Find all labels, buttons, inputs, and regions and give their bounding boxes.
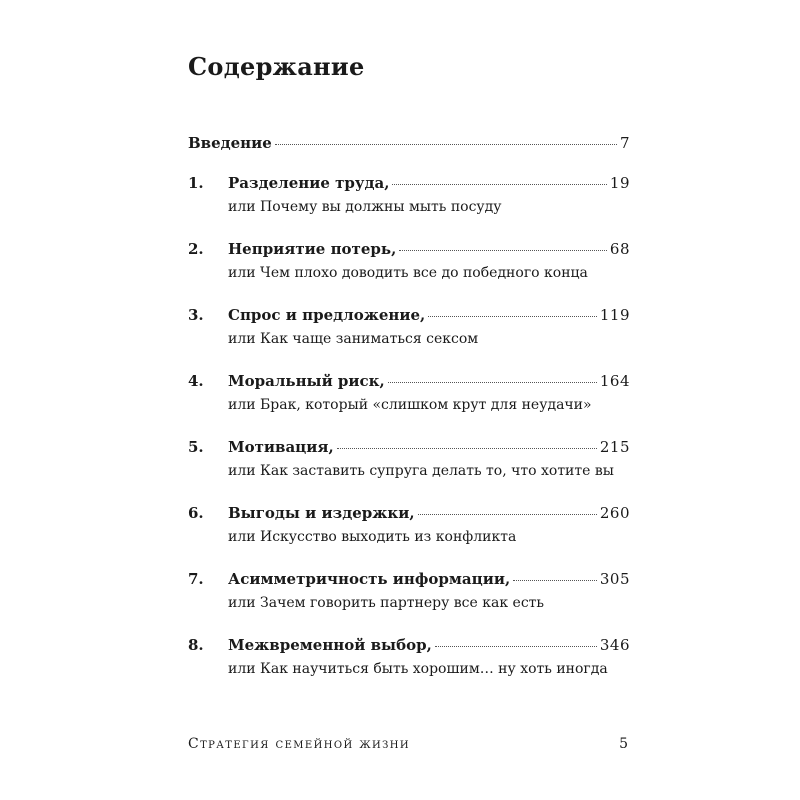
dot-leader	[418, 514, 597, 515]
toc-entry-line	[188, 370, 630, 392]
chapter-number: 4.	[188, 372, 204, 390]
toc-entry-chapter-2[interactable]	[188, 238, 630, 284]
chapter-subtitle: или Чем плохо доводить все до победного конца	[228, 265, 588, 281]
dot-leader	[513, 580, 597, 581]
chapter-title: Выгоды и издержки,	[228, 504, 415, 522]
toc-entry-chapter-8[interactable]	[188, 634, 630, 680]
toc-entry-line	[188, 568, 630, 590]
toc-entry-line	[188, 238, 630, 260]
chapter-subtitle: или Зачем говорить партнеру все как есть	[228, 595, 545, 611]
dot-leader	[388, 382, 597, 383]
running-footer-title: Стратегия семейной жизни	[188, 736, 411, 752]
toc-entry-line	[188, 502, 630, 524]
chapter-subtitle: или Как заставить супруга делать то, что хотите вы	[228, 463, 614, 479]
toc-entry-chapter-4[interactable]	[188, 370, 630, 416]
toc-entry-chapter-5[interactable]	[188, 436, 630, 482]
toc-entry-title: Введение	[188, 134, 272, 152]
dot-leader	[399, 250, 607, 251]
toc-entry-line	[188, 304, 630, 326]
chapter-title: Межвременной выбор,	[228, 636, 432, 654]
page-title: Содержание	[188, 52, 365, 81]
chapter-subtitle: или Брак, который «слишком крут для неудачи»	[228, 397, 592, 413]
dot-leader	[337, 448, 597, 449]
chapter-page: 68	[609, 240, 630, 258]
toc-entry-chapter-3[interactable]	[188, 304, 630, 350]
chapter-number: 7.	[188, 570, 204, 588]
toc-entry-chapter-7[interactable]	[188, 568, 630, 614]
chapter-subtitle: или Почему вы должны мыть посуду	[228, 199, 502, 215]
chapter-subtitle: или Как чаще заниматься сексом	[228, 331, 479, 347]
dot-leader	[435, 646, 597, 647]
chapter-page: 119	[599, 306, 630, 324]
chapter-subtitle: или Искусство выходить из конфликта	[228, 529, 517, 545]
chapter-number: 6.	[188, 504, 204, 522]
chapter-page: 215	[599, 438, 630, 456]
chapter-title: Мотивация,	[228, 438, 334, 456]
toc-entry-chapter-6[interactable]	[188, 502, 630, 548]
chapter-page: 305	[599, 570, 630, 588]
chapter-title: Асимметричность информации,	[228, 570, 511, 588]
chapter-number: 2.	[188, 240, 204, 258]
chapter-number: 1.	[188, 174, 204, 192]
chapter-page: 19	[609, 174, 630, 192]
chapter-page: 164	[599, 372, 630, 390]
page-number: 5	[619, 736, 628, 752]
chapter-title: Неприятие потерь,	[228, 240, 397, 258]
toc-entry-line	[188, 436, 630, 458]
chapter-number: 5.	[188, 438, 204, 456]
chapter-title: Моральный риск,	[228, 372, 385, 390]
toc-entry-page: 7	[619, 134, 630, 152]
chapter-page: 260	[599, 504, 630, 522]
toc-entry-line	[188, 132, 630, 154]
toc-entry-line	[188, 634, 630, 656]
chapter-subtitle: или Как научиться быть хорошим… ну хоть иногда	[228, 661, 608, 677]
table-of-contents	[188, 132, 630, 680]
chapter-page: 346	[599, 636, 630, 654]
chapter-number: 3.	[188, 306, 204, 324]
dot-leader	[428, 316, 597, 317]
toc-entry-line	[188, 172, 630, 194]
dot-leader	[275, 144, 617, 145]
chapter-title: Разделение труда,	[228, 174, 390, 192]
toc-entry-chapter-1[interactable]	[188, 172, 630, 218]
toc-entry-intro[interactable]	[188, 132, 630, 154]
dot-leader	[392, 184, 606, 185]
chapter-number: 8.	[188, 636, 204, 654]
chapter-title: Спрос и предложение,	[228, 306, 426, 324]
